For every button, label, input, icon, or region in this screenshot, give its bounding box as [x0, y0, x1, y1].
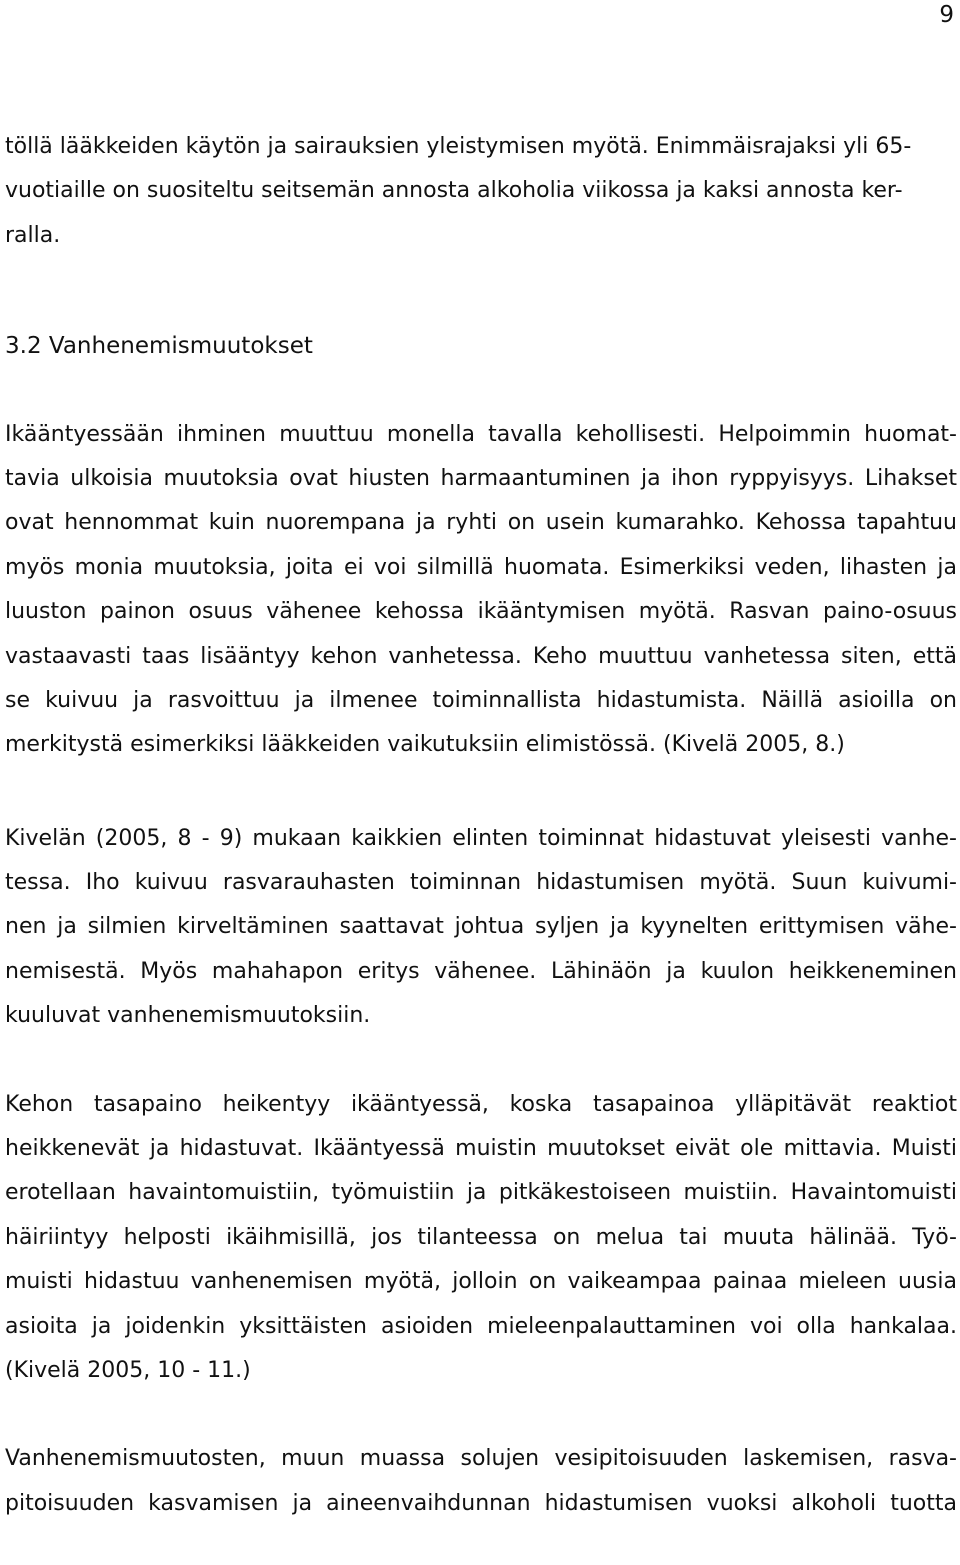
- text-line: merkitystä esimerkiksi lääkkeiden vaikutuksiin elimistössä. (Kivelä 2005, 8.): [5, 732, 845, 758]
- text-line: myös monia muutoksia, joita ei voi silmillä huomata. Esimerkiksi veden, lihasten ja: [5, 554, 957, 580]
- text-line: nemisestä. Myös mahahapon eritys vähenee. Lähinäön ja kuulon heikkeneminen: [5, 958, 957, 984]
- text-line: muisti hidastuu vanhenemisen myötä, jolloin on vaikeampaa painaa mieleen uusia: [5, 1269, 957, 1295]
- text-line: luuston painon osuus vähenee kehossa ikääntymisen myötä. Rasvan paino-osuus: [5, 599, 957, 625]
- text-line: tavia ulkoisia muutoksia ovat hiusten harmaantuminen ja ihon ryppyisyys. Lihakset: [5, 465, 957, 491]
- text-line: tessa. Iho kuivuu rasvarauhasten toiminnan hidastumisen myötä. Suun kuivumi-: [5, 870, 957, 896]
- paragraph-alcohol-effects: [5, 1437, 957, 1526]
- text-line: kuuluvat vanhenemismuutoksiin.: [5, 1003, 371, 1029]
- text-line: nen ja silmien kirveltäminen saattavat johtua syljen ja kyynelten erittymisen vähe-: [5, 914, 957, 940]
- text-line: (Kivelä 2005, 10 - 11.): [5, 1357, 251, 1383]
- text-line: Kivelän (2005, 8 - 9) mukaan kaikkien elinten toiminnat hidastuvat yleisesti vanhe-: [5, 825, 957, 851]
- text-line: vuotiaille on suositeltu seitsemän annosta alkoholia viikossa ja kaksi annosta ker-: [5, 178, 903, 204]
- text-line: erotellaan havaintomuistiin, työmuistiin ja pitkäkestoiseen muistiin. Havaintomuisti: [5, 1180, 957, 1206]
- text-line: Kehon tasapaino heikentyy ikääntyessä, koska tasapainoa ylläpitävät reaktiot: [5, 1091, 957, 1117]
- text-line: ovat hennommat kuin nuorempana ja ryhti on usein kumarahko. Kehossa tapahtuu: [5, 510, 957, 536]
- paragraph-alcohol-limits: [5, 125, 957, 258]
- text-line: häiriintyy helposti ikäihmisillä, jos tilanteessa on melua tai muuta hälinää. Työ-: [5, 1224, 957, 1250]
- text-line: asioita ja joidenkin yksittäisten asioiden mieleenpalauttaminen voi olla hankalaa.: [5, 1313, 957, 1339]
- text-line: Ikääntyessään ihminen muuttuu monella tavalla kehollisesti. Helpoimmin huomat-: [5, 421, 957, 447]
- text-line: heikkenevät ja hidastuvat. Ikääntyessä muistin muutokset eivät ole mittavia. Muisti: [5, 1136, 957, 1162]
- text-line: ralla.: [5, 222, 61, 248]
- text-line: vastaavasti taas lisääntyy kehon vanhetessa. Keho muuttuu vanhetessa siten, että: [5, 643, 957, 669]
- page-number: 9: [939, 2, 954, 28]
- text-line: töllä lääkkeiden käytön ja sairauksien yleistymisen myötä. Enimmäisrajaksi yli 65-: [5, 134, 912, 159]
- paragraph-balance-memory: [5, 1083, 957, 1394]
- text-line: Vanhenemismuutosten, muun muassa solujen vesipitoisuuden laskemisen, rasva-: [5, 1446, 957, 1472]
- paragraph-physical-changes: [5, 413, 957, 768]
- section-heading: 3.2 Vanhenemismuutokset: [5, 333, 313, 360]
- text-line: se kuivuu ja rasvoittuu ja ilmenee toiminnallista hidastumista. Näillä asioilla on: [5, 687, 957, 713]
- document-body: [5, 125, 957, 1526]
- text-line: pitoisuuden kasvamisen ja aineenvaihdunnan hidastumisen vuoksi alkoholi tuotta: [5, 1490, 957, 1516]
- paragraph-organ-functions: [5, 817, 957, 1039]
